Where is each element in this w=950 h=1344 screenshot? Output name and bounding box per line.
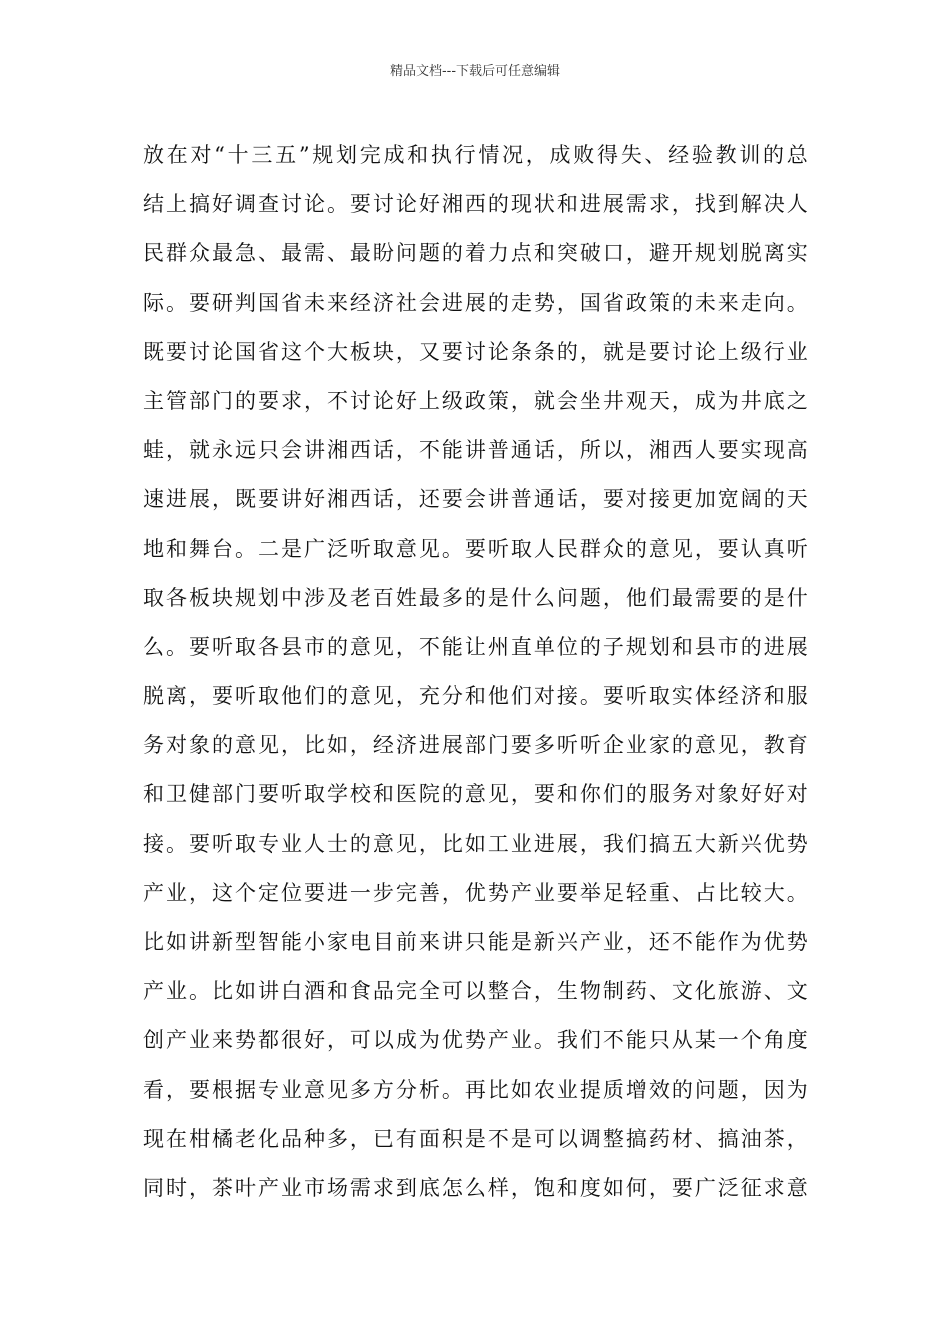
body-line: 结上搞好调查讨论。要讨论好湘西的现状和进展需求，找到解决人 (143, 192, 808, 217)
body-line: 比如讲新型智能小家电目前来讲只能是新兴产业，还不能作为优势 (143, 930, 808, 954)
document-body (143, 131, 808, 1213)
body-line: 接。要听取专业人士的意见，比如工业进展，我们搞五大新兴优势 (143, 831, 808, 856)
body-line: 脱离，要听取他们的意见，充分和他们对接。要听取实体经济和服 (143, 684, 808, 709)
body-line: 产业。比如讲白酒和食品完全可以整合，生物制药、文化旅游、文 (143, 979, 808, 1004)
body-line: 么。要听取各县市的意见，不能让州直单位的子规划和县市的进展 (143, 634, 808, 659)
body-line: 看，要根据专业意见多方分析。再比如农业提质增效的问题，因为 (143, 1077, 808, 1102)
body-line: 创产业来势都很好，可以成为优势产业。我们不能只从某一个角度 (143, 1028, 808, 1053)
body-line: 现在柑橘老化品种多，已有面积是不是可以调整搞药材、搞油茶， (143, 1126, 808, 1151)
body-line: 速进展，既要讲好湘西话，还要会讲普通话，要对接更加宽阔的天 (143, 487, 808, 512)
body-line: 主管部门的要求，不讨论好上级政策，就会坐井观天，成为井底之 (143, 388, 808, 413)
page-header: 精品文档---下载后可任意编辑 (389, 64, 561, 79)
body-line: 务对象的意见，比如，经济进展部门要多听听企业家的意见，教育 (143, 733, 808, 758)
body-line: 地和舞台。二是广泛听取意见。要听取人民群众的意见，要认真听 (143, 536, 808, 561)
body-line: 和卫健部门要听取学校和医院的意见，要和你们的服务对象好好对 (143, 782, 808, 807)
body-line: 取各板块规划中涉及老百姓最多的是什么问题，他们最需要的是什 (143, 585, 808, 610)
body-line: 际。要研判国省未来经济社会进展的走势，国省政策的未来走向。 (143, 290, 808, 315)
body-line: 同时，茶叶产业市场需求到底怎么样，饱和度如何，要广泛征求意 (143, 1175, 808, 1200)
body-line: 放在对“十三五”规划完成和执行情况，成败得失、经验教训的总 (143, 143, 808, 167)
body-line: 民群众最急、最需、最盼问题的着力点和突破口，避开规划脱离实 (143, 241, 808, 266)
body-line: 蛙，就永远只会讲湘西话，不能讲普通话，所以，湘西人要实现高 (143, 438, 808, 463)
body-line: 产业，这个定位要进一步完善，优势产业要举足轻重、占比较大。 (143, 880, 808, 905)
body-line: 既要讨论国省这个大板块，又要讨论条条的，就是要讨论上级行业 (143, 339, 808, 364)
